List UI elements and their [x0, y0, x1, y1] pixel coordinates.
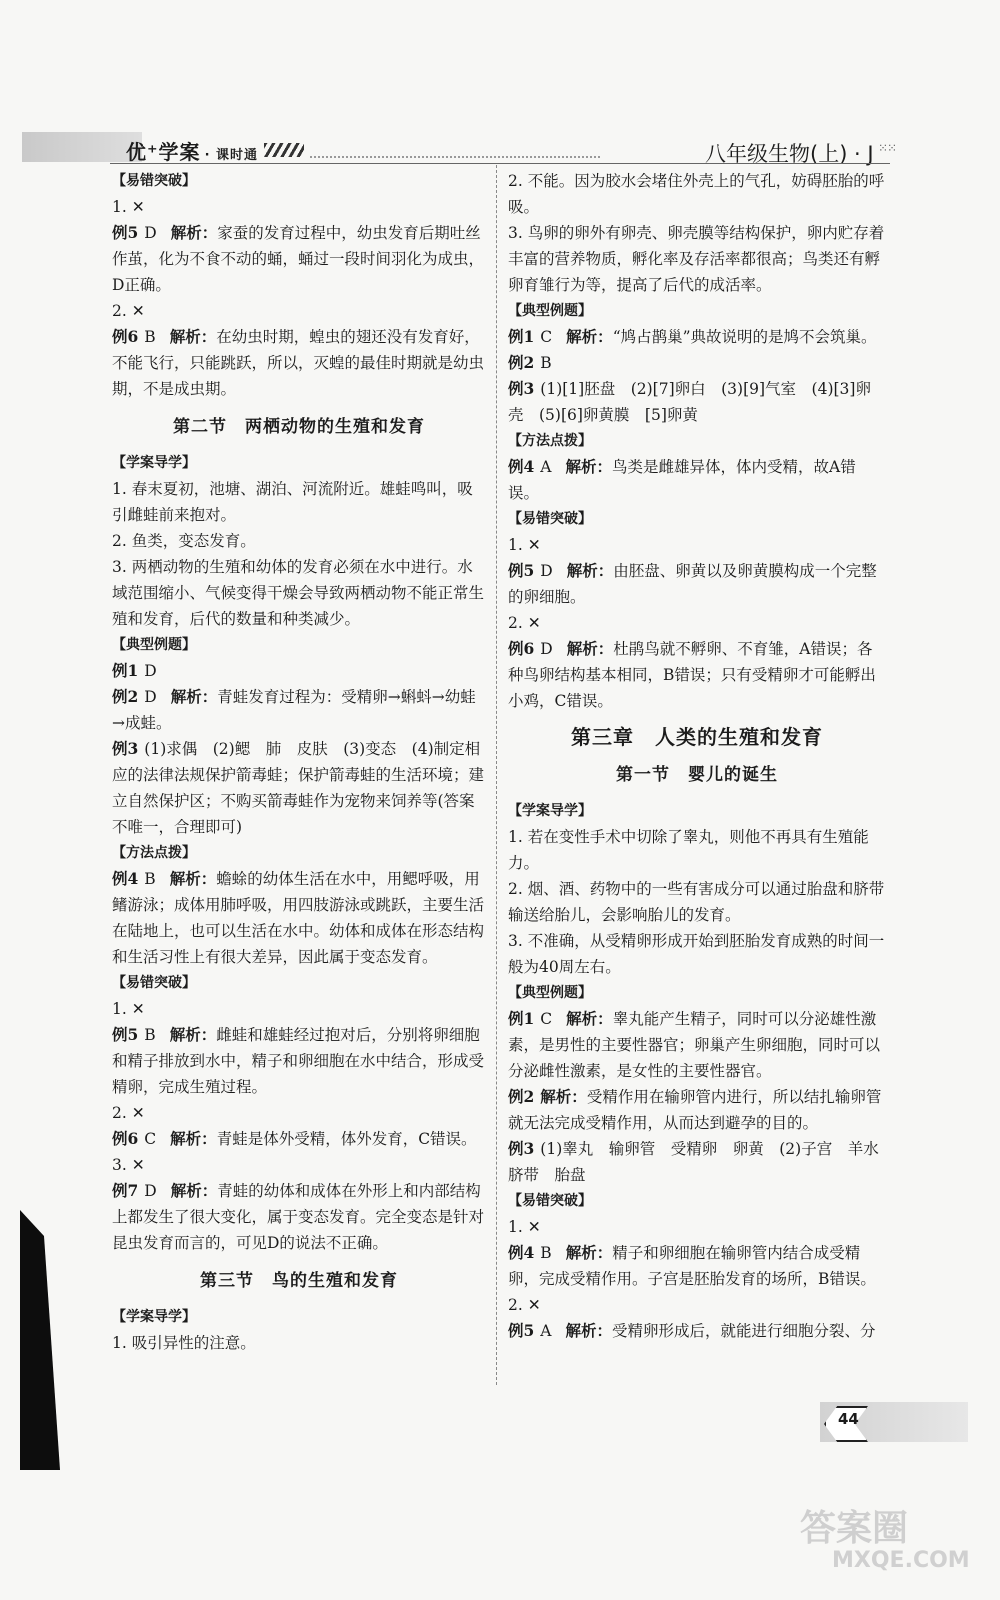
header-band	[22, 132, 142, 162]
page-number: 44	[838, 1410, 859, 1428]
answer-item: 2. 鱼类，变态发育。	[112, 532, 256, 550]
example-1: 例1 D	[112, 661, 157, 680]
section-tag: 【方法点拨】	[112, 845, 196, 861]
answer-item: 2. 不能。因为胶水会堵住外壳上的气孔，妨碍胚胎的呼吸。	[508, 172, 885, 216]
header-hatch	[264, 143, 304, 157]
example-5: 例5 D 解析：家蚕的发育过程中，幼虫发育后期吐丝作茧，化为不食不动的蛹，蛹过一段时间羽化为成虫，D正确。	[112, 223, 485, 294]
section-title: 第一节 婴儿的诞生	[616, 765, 778, 785]
example-3: 例3 (1)[1]胚盘 (2)[7]卵白 (3)[9]气室 (4)[3]卵壳 (5)[6]卵黄膜 [5]卵黄	[508, 379, 871, 424]
answer-item: 1. ✕	[112, 1000, 145, 1018]
header-grid-icon: ⁙⁙	[878, 141, 897, 155]
answer-item: 1. 春末夏初，池塘、湖泊、河流附近。雄蛙鸣叫，吸引雌蛙前来抱对。	[112, 480, 473, 524]
brand-subtitle: · 课时通	[204, 148, 259, 163]
brand-logo: 优⁺学案 · 课时通	[126, 140, 259, 164]
watermark-logo: 答案圈	[800, 1508, 909, 1549]
example-4: 例4 B 解析：蟾蜍的幼体生活在水中，用鳃呼吸，用鳍游泳；成体用肺呼吸，用四肢游泳或跳跃，主要生活在陆地上，也可以生活在水中。幼体和成体在形态结构和生活习性上有很大差异，因此属于变态发育。	[112, 869, 485, 966]
example-2: 例2 D 解析：青蛙发育过程为：受精卵→蝌蚪→幼蛙→成蛙。	[112, 687, 476, 732]
answer-item: 2. ✕	[508, 614, 541, 632]
section-tag: 【学案导学】	[508, 803, 592, 819]
example-6: 例6 D 解析：杜鹃鸟就不孵卵、不育雏，A错误；各种鸟卵结构基本相同，B错误；只有受精卵才可能孵出小鸡，C错误。	[508, 639, 876, 710]
example-3: 例3 (1)睾丸 输卵管 受精卵 卵黄 (2)子宫 羊水 脐带 胎盘	[508, 1139, 895, 1184]
binding-shadow	[20, 1210, 60, 1470]
example-6: 例6 C 解析：青蛙是体外受精，体外发育，C错误。	[112, 1129, 477, 1148]
right-column	[508, 168, 895, 1344]
example-3: 例3 (1)求偶 (2)鳃 肺 皮肤 (3)变态 (4)制定相应的法律法规保护箭毒蛙；保护箭毒蛙的生活环境；建立自然保护区；不购买箭毒蛙作为宠物来饲养等(答案不唯一，合理即可)	[112, 739, 485, 836]
chapter-title: 第三章 人类的生殖和发育	[571, 725, 823, 749]
answer-item: 2. ✕	[112, 1104, 145, 1122]
answer-item: 3. 两栖动物的生殖和幼体的发育必须在水中进行。水域范围缩小、气候变得干燥会导致两栖动物不能正常生殖和发育，后代的数量和种类减少。	[112, 558, 485, 628]
example-4: 例4 B 解析：精子和卵细胞在输卵管内结合成受精卵，完成受精作用。子宫是胚胎发育的场所，B错误。	[508, 1243, 876, 1288]
example-4: 例4 A 解析：鸟类是雌雄异体，体内受精，故A错误。	[508, 457, 856, 502]
example-1: 例1 C 解析：“鸠占鹊巢”典故说明的是鸠不会筑巢。	[508, 327, 877, 346]
answer-item: 3. 不准确，从受精卵形成开始到胚胎发育成熟的时间一般为40周左右。	[508, 932, 885, 976]
section-tag: 【学案导学】	[112, 1309, 196, 1325]
header-dotted-line	[310, 154, 600, 158]
column-divider	[496, 165, 497, 1385]
example-5: 例5 A 解析：受精卵形成后，就能进行细胞分裂、分	[508, 1321, 876, 1340]
answer-item: 2. ✕	[508, 1296, 541, 1314]
section-tag: 【典型例题】	[508, 303, 592, 319]
watermark-url: MXQE.COM	[832, 1548, 970, 1573]
answer-item: 3. 鸟卵的卵外有卵壳、卵壳膜等结构保护，卵内贮存着丰富的营养物质，孵化率及存活率都很高；鸟类还有孵卵育雏行为等，提高了后代的成活率。	[508, 224, 885, 294]
example-2: 例2 B	[508, 353, 552, 372]
section-tag: 【方法点拨】	[508, 433, 592, 449]
answer-item: 1. ✕	[508, 536, 541, 554]
answer-item: 1. ✕	[112, 198, 145, 216]
example-7: 例7 D 解析：青蛙的幼体和成体在外形上和内部结构上都发生了很大变化，属于变态发育。完全变态是针对昆虫发育而言的，可见D的说法不正确。	[112, 1181, 485, 1252]
answer-item: 1. 若在变性手术中切除了睾丸，则他不再具有生殖能力。	[508, 828, 869, 872]
example-5: 例5 D 解析：由胚盘、卵黄以及卵黄膜构成一个完整的卵细胞。	[508, 561, 877, 606]
section-tag: 【易错突破】	[508, 511, 592, 527]
section-tag: 【易错突破】	[112, 173, 196, 189]
section-tag: 【易错突破】	[508, 1193, 592, 1209]
answer-item: 1. ✕	[508, 1218, 541, 1236]
left-column	[112, 168, 486, 1356]
section-title: 第二节 两栖动物的生殖和发育	[173, 417, 425, 437]
answer-item: 3. ✕	[112, 1156, 145, 1174]
section-title: 第三节 鸟的生殖和发育	[200, 1271, 398, 1291]
section-tag: 【易错突破】	[112, 975, 196, 991]
subject-title: 八年级生物(上) · J	[705, 142, 874, 166]
example-5: 例5 B 解析：雌蛙和雄蛙经过抱对后，分别将卵细胞和精子排放到水中，精子和卵细胞在水中结合，形成受精卵，完成生殖过程。	[112, 1025, 485, 1096]
answer-item: 1. 吸引异性的注意。	[112, 1334, 256, 1352]
section-tag: 【典型例题】	[112, 637, 196, 653]
answer-item: 2. ✕	[112, 302, 145, 320]
example-6: 例6 B 解析：在幼虫时期，蝗虫的翅还没有发育好，不能飞行，只能跳跃，所以，灭蝗的最佳时期就是幼虫期，不是成虫期。	[112, 327, 485, 398]
example-1: 例1 C 解析：睾丸能产生精子，同时可以分泌雄性激素，是男性的主要性器官；卵巢产生卵细胞，同时可以分泌雌性激素，是女性的主要性器官。	[508, 1009, 881, 1080]
answer-item: 2. 烟、酒、药物中的一些有害成分可以通过胎盘和脐带输送给胎儿，会影响胎儿的发育。	[508, 880, 885, 924]
section-tag: 【学案导学】	[112, 455, 196, 471]
header-rule	[110, 163, 890, 164]
example-2: 例2 解析：受精作用在输卵管内进行，所以结扎输卵管就无法完成受精作用，从而达到避孕的目的。	[508, 1087, 882, 1132]
section-tag: 【典型例题】	[508, 985, 592, 1001]
